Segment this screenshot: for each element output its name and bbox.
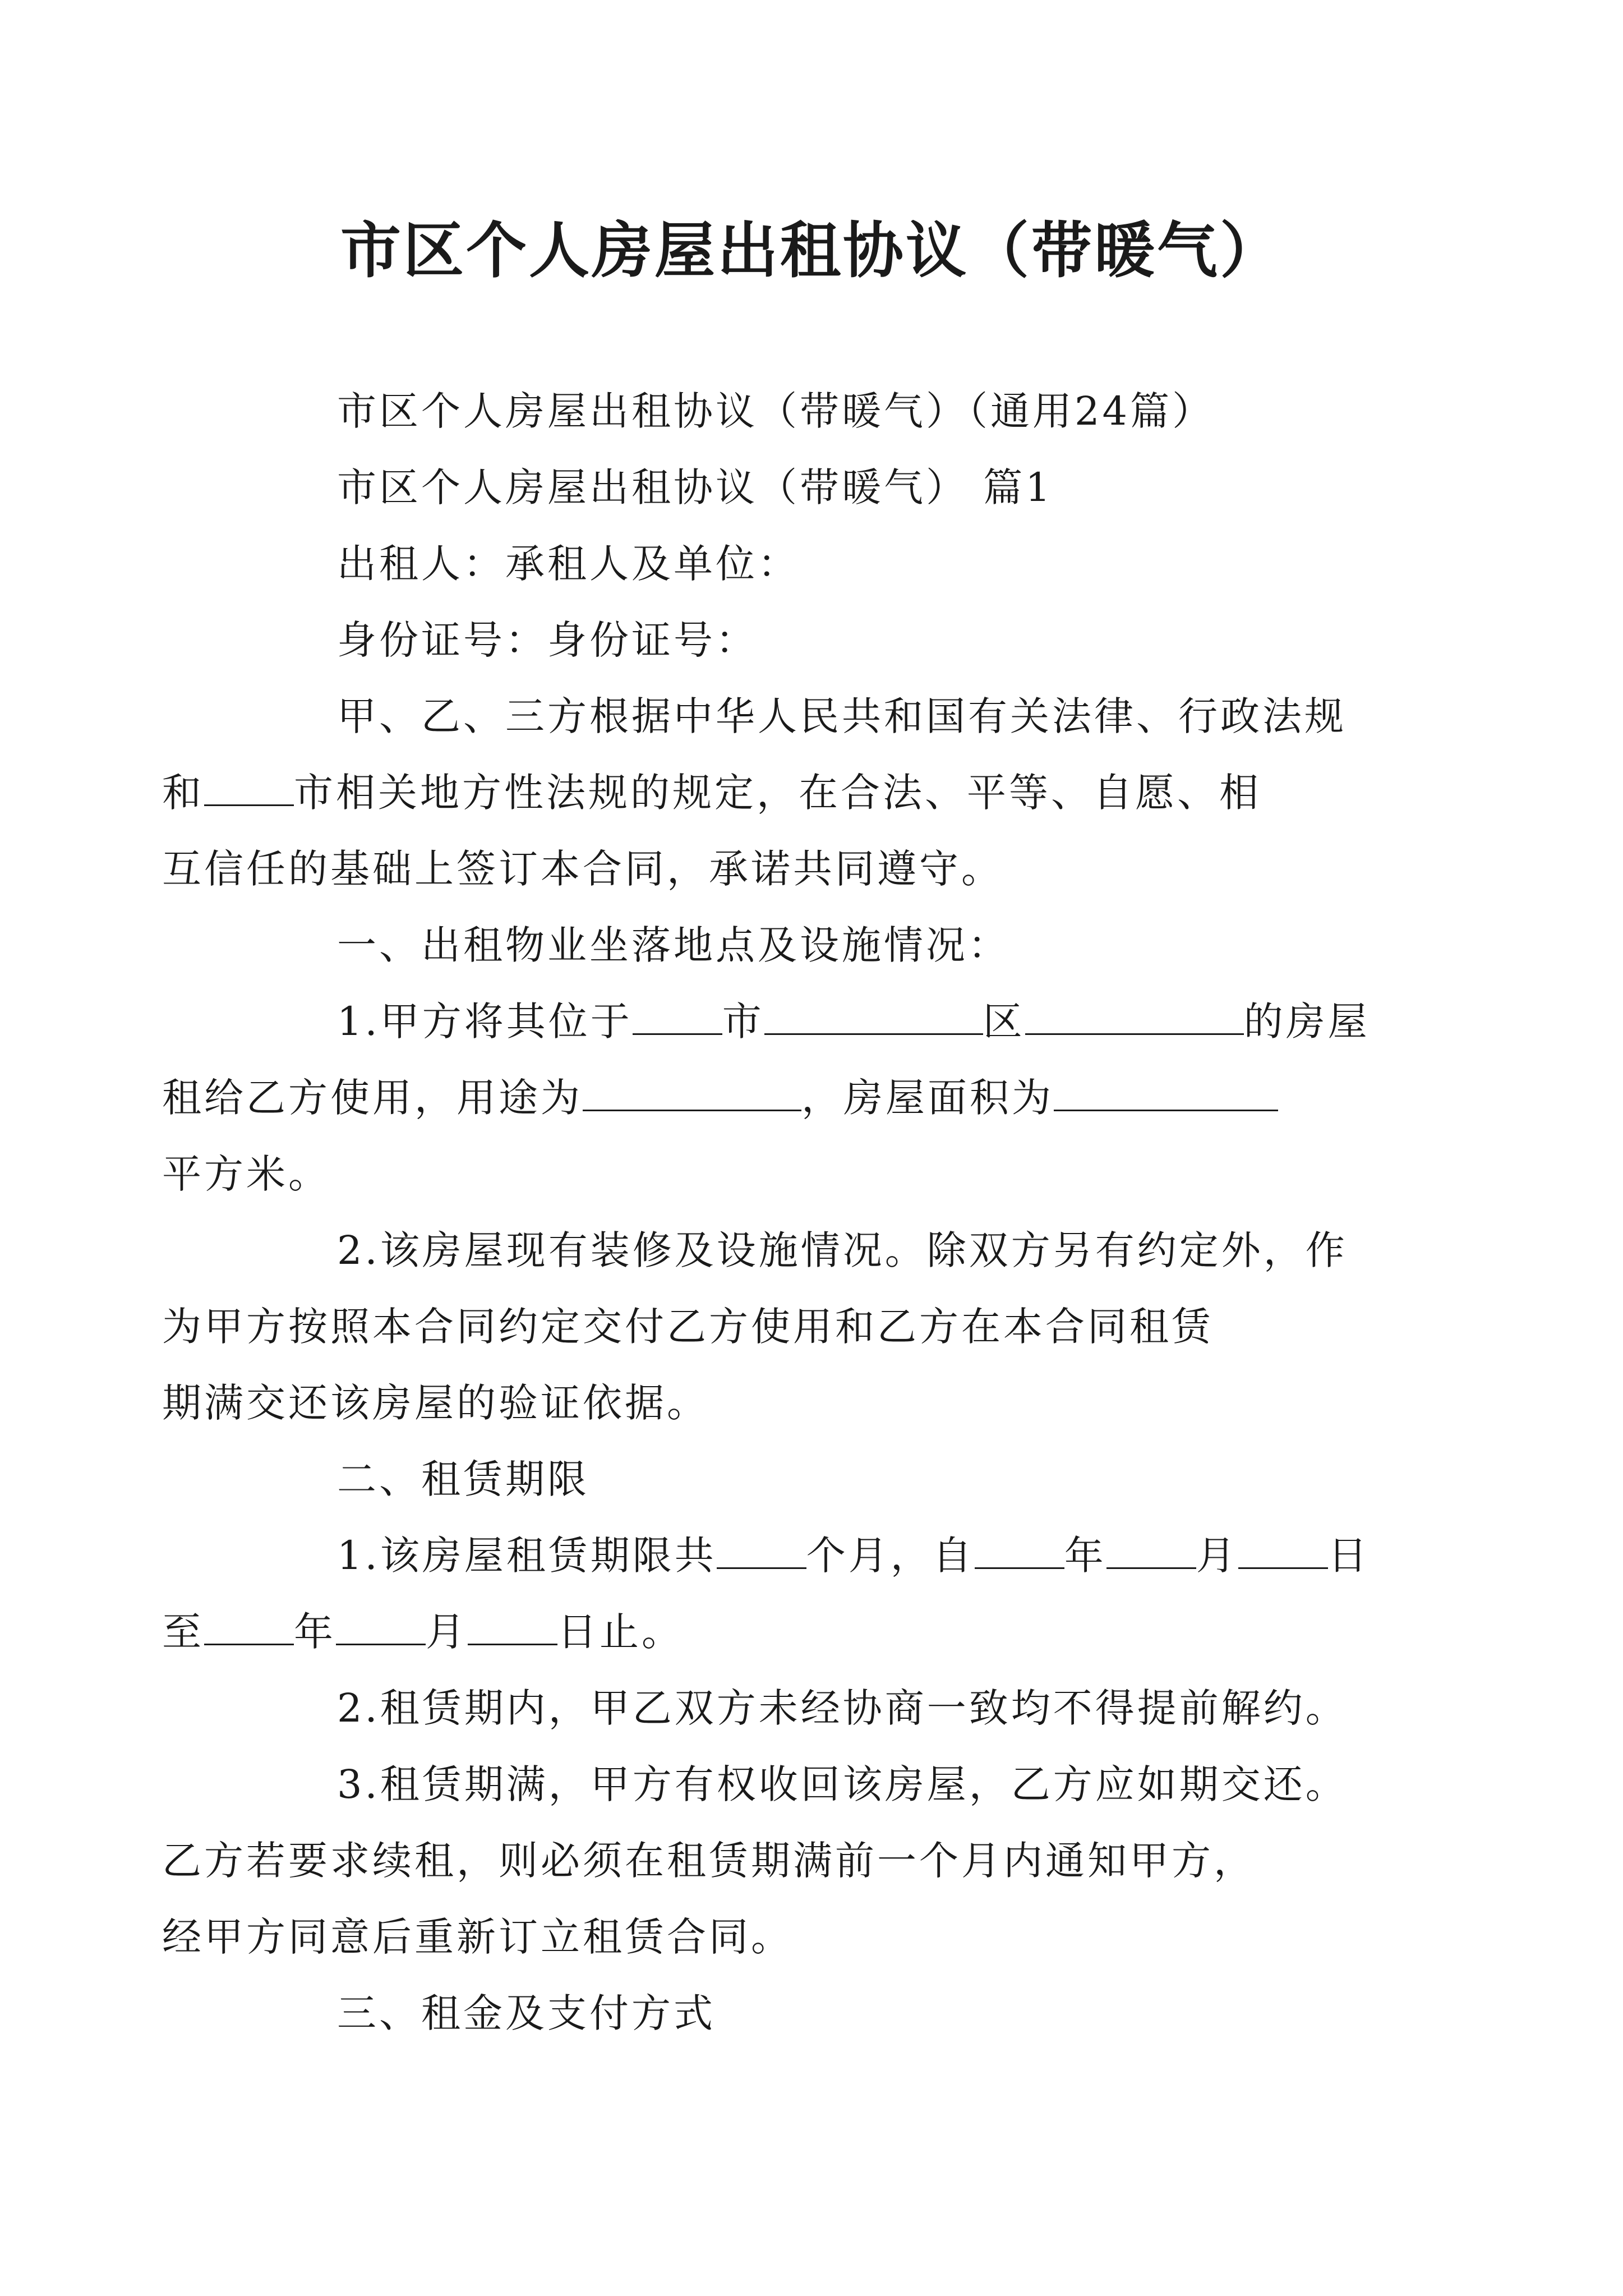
document-body [162,373,1388,2051]
blank-field [633,993,722,1035]
section-heading: 市区个人房屋出租协议（带暖气） 篇1 [337,464,1053,510]
section-3-title: 三、租金及支付方式 [337,1990,716,2036]
id-line: 身份证号：身份证号： [337,617,758,663]
section-2-item-1: 1.该房屋租赁期限共 个月，自 年 月 日 至 年 月 日止。 [250,1517,1388,1670]
party-line: 出租人：承租人及单位： [337,541,800,587]
section-2-item-2: 2.租赁期内，甲乙双方未经协商一致均不得提前解约。 [337,1685,1348,1731]
blank-field [204,1603,294,1645]
blank-field [336,1603,426,1645]
blank-field [975,1527,1064,1569]
blank-field [1025,993,1244,1035]
blank-field [1054,1069,1278,1111]
blank-field [1106,1527,1196,1569]
blank-field [717,1527,806,1569]
section-1-item-1: 1.甲方将其位于 市 区 的房屋 租给乙方使用，用途为 ，房屋面积为 平方米。 [250,983,1388,1212]
section-1-item-2: 2.该房屋现有装修及设施情况。除双方另有约定外，作 为甲方按照本合同约定交付乙方使用和乙方在本合同租赁 期满交还该房屋的验证依据。 [162,1227,1348,1426]
section-2-item-3: 3.租赁期满，甲方有权收回该房屋，乙方应如期交还。 乙方若要求续租，则必须在租赁期满前一个月内通知甲方， 经甲方同意后重新订立租赁合同。 [162,1761,1348,1960]
section-1-title: 一、出租物业坐落地点及设施情况： [337,922,1010,968]
subtitle: 市区个人房屋出租协议（带暖气）（通用24篇） [337,388,1215,434]
section-2-title: 二、租赁期限 [337,1456,589,1502]
blank-field [204,764,294,806]
blank-field [764,993,983,1035]
blank-field [583,1069,801,1111]
document-title: 市区个人房屋出租协议（带暖气） [340,215,1283,286]
blank-field [1238,1527,1328,1569]
blank-field [468,1603,557,1645]
intro-paragraph: 甲、乙、三方根据中华人民共和国有关法律、行政法规 和 市相关地方性法规的规定，在合法、平等、自愿、相 互信任的基础上签订本合同，承诺共同遵守。 [162,693,1347,892]
